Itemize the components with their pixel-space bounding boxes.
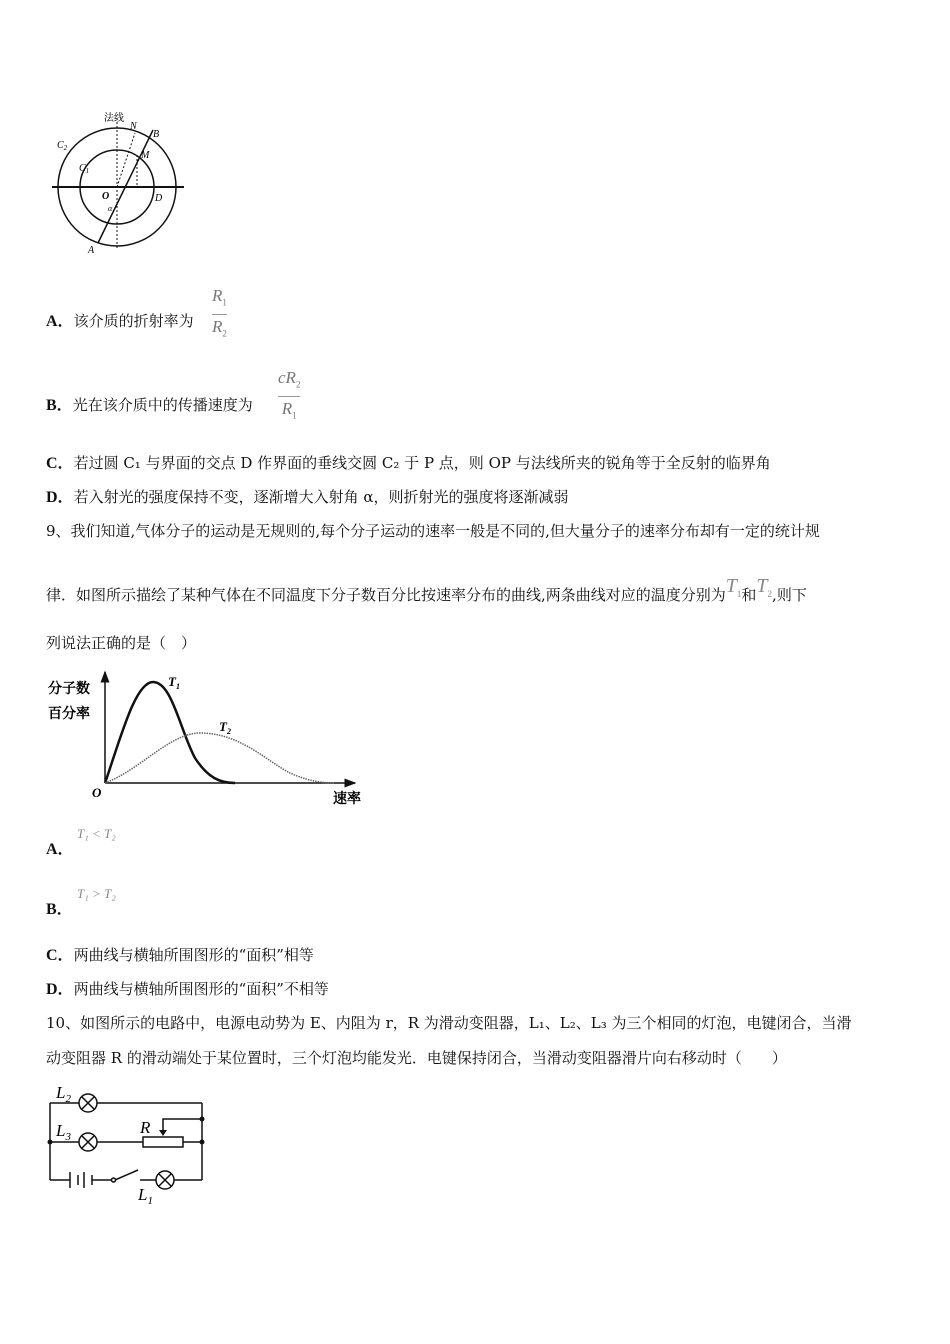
- x-label: 速率: [333, 792, 361, 807]
- q9-stem-line2: 律．如图所示描绘了某种气体在不同温度下分子数百分比按速率分布的曲线,两条曲线对应的温度分别为$T_1$和$T_2$,则下: [46, 575, 807, 604]
- curve-t1: [105, 682, 235, 783]
- refraction-circle-diagram: [0, 0, 950, 300]
- label-m: M: [141, 150, 150, 161]
- q8-option-a: A．该介质的折射率为: [46, 312, 194, 330]
- q10-stem-line2: 动变阻器 R 的滑动端处于某位置时，三个灯泡均能发光．电键保持闭合，当滑动变阻器滑片向右移动时（ ）: [46, 1049, 787, 1067]
- q9-option-a: A．: [46, 841, 74, 858]
- q9-option-b-math: T₁ > T₂: [77, 886, 116, 901]
- label-l3: $L_3$: [56, 1121, 71, 1143]
- q9-option-d: D．两曲线与横轴所围图形的“面积”不相等: [46, 980, 329, 998]
- curve-t2: [105, 733, 335, 783]
- label-b: B: [153, 129, 160, 140]
- normal-label: 法线: [104, 113, 124, 124]
- q9-option-a-math: T₁ < T₂: [77, 826, 116, 841]
- q9-stem-line1: 9、我们知道,气体分子的运动是无规则的,每个分子运动的速率一般是不同的,但大量分子的速率分布却有一定的统计规: [46, 522, 820, 540]
- q8-option-b: B．光在该介质中的传播速度为: [46, 396, 253, 414]
- label-r: R: [140, 1118, 151, 1137]
- label-l1: $L_1$: [138, 1185, 153, 1207]
- origin-label: O: [92, 785, 102, 800]
- label-alpha: α: [108, 204, 113, 213]
- q9-option-b: B．: [46, 901, 73, 918]
- switch-icon: [112, 1178, 116, 1182]
- q9-option-c: C．两曲线与横轴所围图形的“面积”相等: [46, 946, 314, 964]
- fraction-r1-r2: $R_1$ $R_2$: [212, 286, 227, 339]
- curve-t2-label: $T_2$: [219, 719, 231, 736]
- label-d: D: [155, 193, 163, 204]
- y-label-line1: 分子数: [48, 682, 90, 697]
- rheostat-r: [143, 1137, 183, 1147]
- q10-stem-line1: 10、如图所示的电路中，电源电动势为 E、内阻为 r，R 为滑动变阻器，L₁、L₂、L₃ 为三个相同的灯泡，电键闭合，当滑: [46, 1014, 852, 1032]
- circuit-diagram: [0, 1070, 950, 1220]
- label-c1: $C_1$: [79, 163, 90, 175]
- label-n: N: [130, 121, 137, 132]
- speed-distribution-chart: [0, 660, 950, 860]
- dashed-line-on: [117, 133, 135, 187]
- label-l2: $L_2$: [56, 1083, 71, 1105]
- q8-option-c: C．若过圆 C₁ 与界面的交点 D 作界面的垂线交圆 C₂ 于 P 点，则 OP 与法线所夹的锐角等于全反射的临界角: [46, 454, 771, 472]
- label-c2: $C_2$: [57, 140, 68, 152]
- q8-option-d: D．若入射光的强度保持不变，逐渐增大入射角 α，则折射光的强度将逐渐减弱: [46, 488, 569, 506]
- curve-t1-label: $T_1$: [168, 674, 180, 691]
- label-o: O: [102, 191, 110, 202]
- fraction-cr2-r1: $cR_2$ $R_1$: [278, 368, 301, 421]
- y-label-line2: 百分率: [48, 707, 90, 722]
- label-a: A: [88, 245, 95, 256]
- q9-stem-line3: 列说法正确的是（ ）: [46, 634, 197, 652]
